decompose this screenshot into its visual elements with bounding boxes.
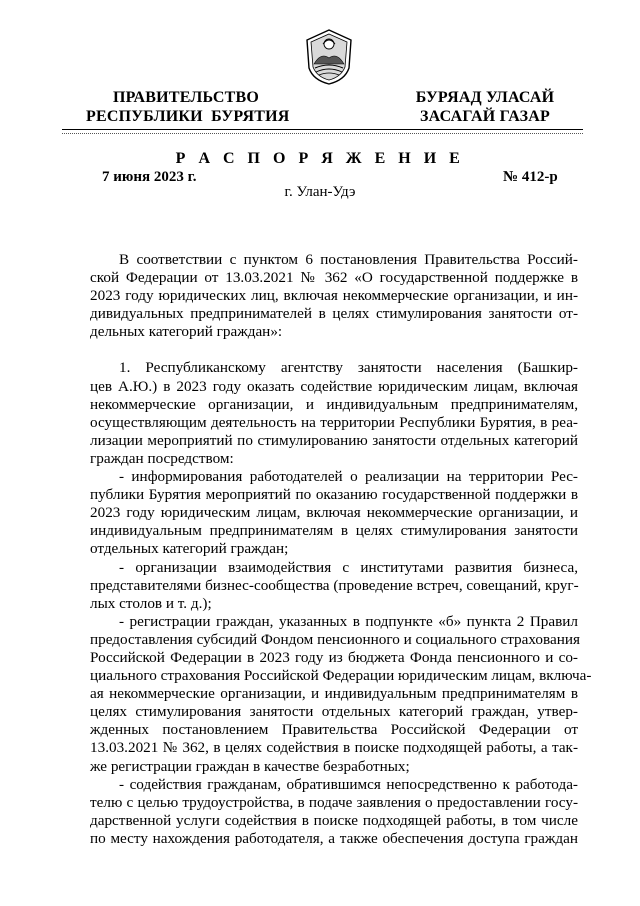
text-line: лизации мероприятий по стимулированию занятости отдельных категорий [90,431,578,449]
preamble-paragraph [90,251,578,341]
document-number: № 412-р [503,169,558,185]
text-line: публики Бурятия мероприятий по оказанию государственной поддержки в [90,486,578,504]
text-line: дарственной услуги содействия в поиске подходящей работы, в том числе [90,811,578,829]
item-1-paragraph [90,359,592,848]
text-line: 2023 году юридическим лицам, включая некоммерческие организации, и [90,504,578,522]
text-line: Российской Федерации в 2023 году из бюджета Фонда пенсионного и со- [90,648,578,666]
text-line: целях стимулирования занятости отдельных категорий граждан, утвер- [90,703,578,721]
text-line: - информирования работодателей о реализации на территории Рес- [119,468,578,486]
government-name-line: ЗАСАГАЙ ГАЗАР [420,108,550,125]
text-line: представителями бизнес-сообщества (проведение встреч, совещаний, круг- [90,576,579,594]
text-line: циального страхования Российской Федерации юридическим лицам, включа- [90,667,592,685]
text-line: отдельных категорий граждан; [90,540,289,558]
text-line: ской Федерации от 13.03.2021 № 362 «О государственной поддержке в [90,269,578,287]
header-divider [62,129,583,130]
government-name-line: РЕСПУБЛИКИ БУРЯТИЯ [86,108,290,125]
text-line: ая некоммерческие организации, и индивидуальным предпринимателям в [90,685,578,703]
text-line: осуществляющим деятельность на территории Республики Бурятия, в реа- [90,413,578,431]
document-body [90,251,592,848]
document-type-title: Р А С П О Р Я Ж Е Н И Е [175,150,465,167]
government-name-buryat [400,88,570,126]
text-line: некоммерческие организации, и индивидуальным предпринимателям, [90,395,578,413]
text-line: 2023 году юридических лиц, включая некоммерческие организации, и ин- [90,287,578,305]
text-line: граждан посредством: [90,449,234,467]
government-name-line: ПРАВИТЕЛЬСТВО [112,89,260,106]
text-line: - регистрации граждан, указанных в подпункте «б» пункта 2 Правил [119,612,578,630]
text-line: дельных категорий граждан»: [90,323,283,341]
document-city: г. Улан-Удэ [284,184,356,200]
document-date: 7 июня 2023 г. [102,169,197,185]
text-line: же регистрации граждан в качестве безработных; [90,757,410,775]
text-line: телю с целью трудоустройства, в подаче заявления о предоставлении госу- [90,793,578,811]
text-line: В соответствии с пунктом 6 постановления Правительства Россий- [119,251,578,268]
text-line: цев А.Ю.) в 2023 году оказать содействие юридическим лицам, включая [90,377,578,395]
text-line: - организации взаимодействия с институтами развития бизнеса, [119,558,578,576]
text-line: - содействия гражданам, обратившимся непосредственно к работода- [119,775,578,793]
text-line: 13.03.2021 № 362, в целях содействия в поиске подходящей работы, а так- [90,739,578,757]
coat-of-arms-emblem [303,28,355,86]
text-line: предоставления субсидий Фондом пенсионного и социального страхования [90,630,580,648]
header-divider-dotted [62,133,583,134]
text-line: по месту нахождения работодателя, а также обеспечения доступа граждан [90,829,578,847]
government-name-line: БУРЯАД УЛАСАЙ [415,89,555,106]
text-line: дивидуальных предпринимателей в целях стимулирования занятости от- [90,305,578,323]
text-line: лых столов и т. д.); [90,594,212,612]
government-name-russian [86,88,290,126]
text-line: жденных постановлением Правительства Российской Федерации от [90,721,578,739]
text-line: 1. Республиканскому агентству занятости населения (Башкир- [119,359,578,377]
text-line: индивидуальным предпринимателям в целях стимулирования занятости [90,522,578,540]
